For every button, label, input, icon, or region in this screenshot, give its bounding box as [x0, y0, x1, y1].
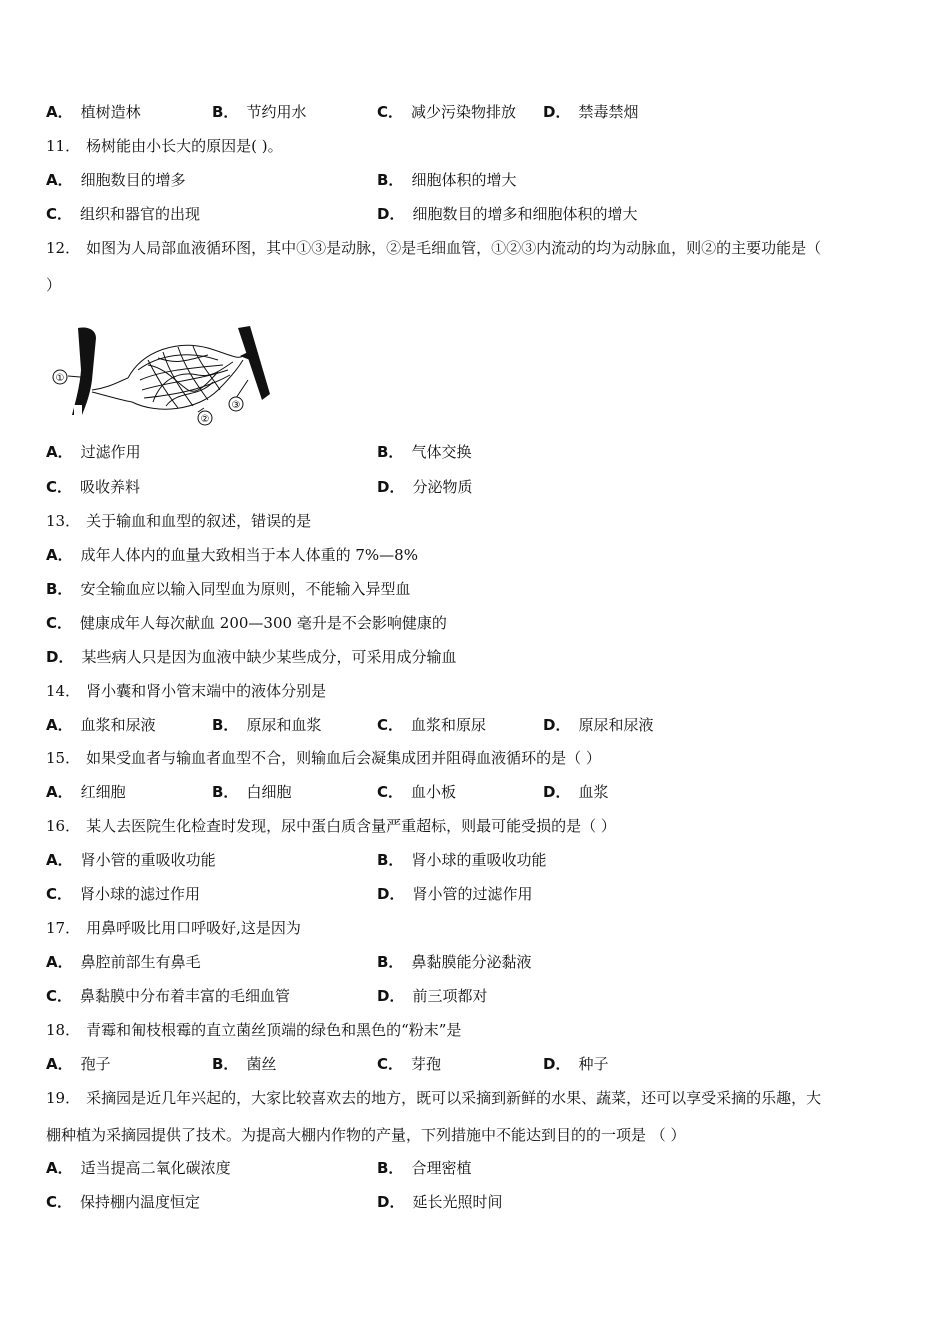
q13-option-d: D． 某些病人只是因为血液中缺少某些成分，可采用成分输血: [46, 648, 457, 666]
q19-stem-line2: 棚种植为采摘园提供了技术。为提高大棚内作物的产量，下列措施中不能达到目的的一项是 （ ）: [46, 1126, 686, 1144]
q14-option-a: A． 血浆和尿液: [46, 716, 156, 734]
capillary-network: [92, 345, 243, 409]
q10-option-d: D． 禁毒禁烟: [543, 103, 639, 121]
q13-option-c: C． 健康成年人每次献血 200—300 毫升是不会影响健康的: [46, 614, 447, 632]
q10-option-c: C． 减少污染物排放: [377, 103, 517, 121]
q11-stem: 11． 杨树能由小长大的原因是( )。: [46, 137, 283, 155]
q12-stem-line1: 12． 如图为人局部血液循环图，其中①③是动脉，②是毛细血管，①②③内流动的均为动脉血，则②的主要功能是（: [46, 239, 822, 257]
q18-option-d: D． 种子: [543, 1055, 609, 1073]
q16-option-b: B． 肾小球的重吸收功能: [377, 851, 547, 869]
q16-option-d: D． 肾小管的过滤作用: [377, 885, 533, 903]
q14-option-b: B． 原尿和血浆: [212, 716, 322, 734]
q13-stem: 13． 关于输血和血型的叙述，错误的是: [46, 512, 312, 530]
q18-option-c: C． 芽孢: [377, 1055, 442, 1073]
label-3: ③: [231, 400, 241, 411]
q14-stem: 14． 肾小囊和肾小管末端中的液体分别是: [46, 682, 327, 700]
q17-option-b: B． 鼻黏膜能分泌黏液: [377, 953, 532, 971]
q15-option-b: B． 白细胞: [212, 783, 292, 801]
q16-option-c: C． 肾小球的滤过作用: [46, 885, 201, 903]
q19-option-b: B． 合理密植: [377, 1159, 472, 1177]
q17-option-c: C． 鼻黏膜中分布着丰富的毛细血管: [46, 987, 291, 1005]
q16-stem: 16． 某人去医院生化检查时发现，尿中蛋白质含量严重超标，则最可能受损的是（ ）: [46, 817, 616, 835]
q12-option-c: C． 吸收养料: [46, 478, 141, 496]
q18-option-a: A． 孢子: [46, 1055, 111, 1073]
q19-option-d: D． 延长光照时间: [377, 1193, 503, 1211]
artery-1-shape: [72, 327, 96, 415]
q17-option-a: A． 鼻腔前部生有鼻毛: [46, 953, 201, 971]
q19-stem-line1: 19． 采摘园是近几年兴起的，大家比较喜欢去的地方，既可以采摘到新鲜的水果、蔬菜，还可以享受采摘的乐趣，大: [46, 1089, 822, 1107]
q12-option-b: B． 气体交换: [377, 443, 472, 461]
q14-option-d: D． 原尿和尿液: [543, 716, 654, 734]
q17-option-d: D． 前三项都对: [377, 987, 488, 1005]
q13-option-b: B． 安全输血应以输入同型血为原则，不能输入异型血: [46, 580, 411, 598]
artery-1-gap: [74, 405, 82, 415]
q14-option-c: C． 血浆和原尿: [377, 716, 487, 734]
q15-stem: 15． 如果受血者与输血者血型不合，则输血后会凝集成团并阻碍血液循环的是（ ）: [46, 749, 601, 767]
q10-option-b: B． 节约用水: [212, 103, 307, 121]
q18-stem: 18． 青霉和匍枝根霉的直立菌丝顶端的绿色和黑色的“粉末”是: [46, 1021, 462, 1039]
blood-circulation-figure: [48, 320, 278, 430]
pointer-3: [236, 380, 248, 398]
q12-option-d: D． 分泌物质: [377, 478, 473, 496]
label-2: ②: [200, 414, 210, 425]
q12-option-a: A． 过滤作用: [46, 443, 141, 461]
q19-option-c: C． 保持棚内温度恒定: [46, 1193, 201, 1211]
q16-option-a: A． 肾小管的重吸收功能: [46, 851, 216, 869]
q15-option-a: A． 红细胞: [46, 783, 126, 801]
q17-stem: 17． 用鼻呼吸比用口呼吸好,这是因为: [46, 919, 301, 937]
q19-option-a: A． 适当提高二氧化碳浓度: [46, 1159, 231, 1177]
q11-option-d: D． 细胞数目的增多和细胞体积的增大: [377, 205, 638, 223]
q11-option-a: A． 细胞数目的增多: [46, 171, 186, 189]
q10-option-a: A． 植树造林: [46, 103, 141, 121]
q12-stem-line2: ）: [46, 276, 62, 294]
q18-option-b: B． 菌丝: [212, 1055, 277, 1073]
q11-option-c: C． 组织和器官的出现: [46, 205, 201, 223]
q11-option-b: B． 细胞体积的增大: [377, 171, 517, 189]
label-1: ①: [55, 373, 65, 384]
artery-3-shape: [238, 326, 270, 400]
q13-option-a: A． 成年人体内的血量大致相当于本人体重的 7%—8%: [46, 546, 418, 564]
q15-option-c: C． 血小板: [377, 783, 457, 801]
q15-option-d: D． 血浆: [543, 783, 609, 801]
